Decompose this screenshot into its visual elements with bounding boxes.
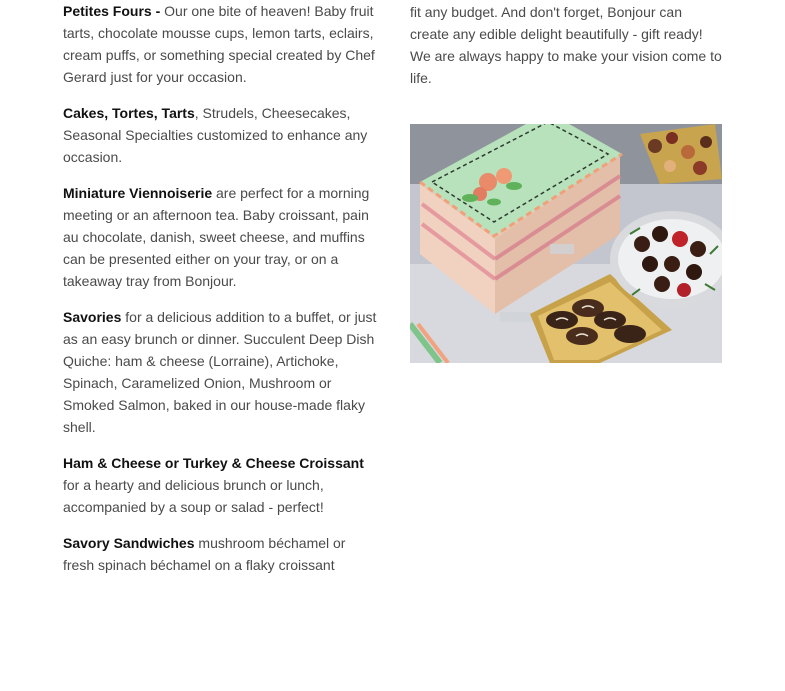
item-title: Savories <box>63 309 122 325</box>
item-savory-sandwiches <box>63 532 378 576</box>
right-column <box>410 1 722 103</box>
item-savories <box>63 306 378 438</box>
item-text: for a delicious addition to a buffet, or just as an easy brunch or dinner. Succulent Deep Dish Quiche: ham & cheese (Lorraine), Artichoke, Spinach, Caramelized Onion, Mushroom or Smoked Salmon, baked in our house-made flaky shell. <box>63 309 377 435</box>
item-croissant <box>63 452 378 518</box>
item-petites-fours <box>63 0 378 88</box>
item-miniature-viennoiserie <box>63 182 378 292</box>
item-title: Miniature Viennoiserie <box>63 185 213 201</box>
item-text: Our one bite of heaven! Baby fruit tarts, chocolate mousse cups, lemon tarts, eclairs, cream puffs, or something special created by Chef Gerard just for your occasion. <box>63 3 375 85</box>
item-title: Savory Sandwiches <box>63 535 195 551</box>
item-text: are perfect for a morning meeting or an afternoon tea. Baby croissant, pain au chocolate, danish, sweet cheese, and muffins can be presented either on your tray, or on a takeaway tray from Bonjour. <box>63 185 370 289</box>
item-title: Cakes, Tortes, Tarts <box>63 105 195 121</box>
left-column <box>63 0 378 590</box>
pastry-photo <box>410 124 722 363</box>
item-cakes-tortes-tarts <box>63 102 378 168</box>
intro-text: fit any budget. And don't forget, Bonjour can create any edible delight beautifully - gift ready! We are always happy to make your vision come to life. <box>410 4 722 86</box>
item-text: for a hearty and delicious brunch or lunch, accompanied by a soup or salad - perfect! <box>63 477 324 515</box>
item-text: , Strudels, Cheesecakes, Seasonal Specialties customized to enhance any occasion. <box>63 105 368 165</box>
item-title: Petites Fours - <box>63 3 165 19</box>
item-title: Ham & Cheese or Turkey & Cheese Croissant <box>63 455 364 471</box>
item-text: mushroom béchamel or fresh spinach béchamel on a flaky croissant <box>63 535 346 573</box>
